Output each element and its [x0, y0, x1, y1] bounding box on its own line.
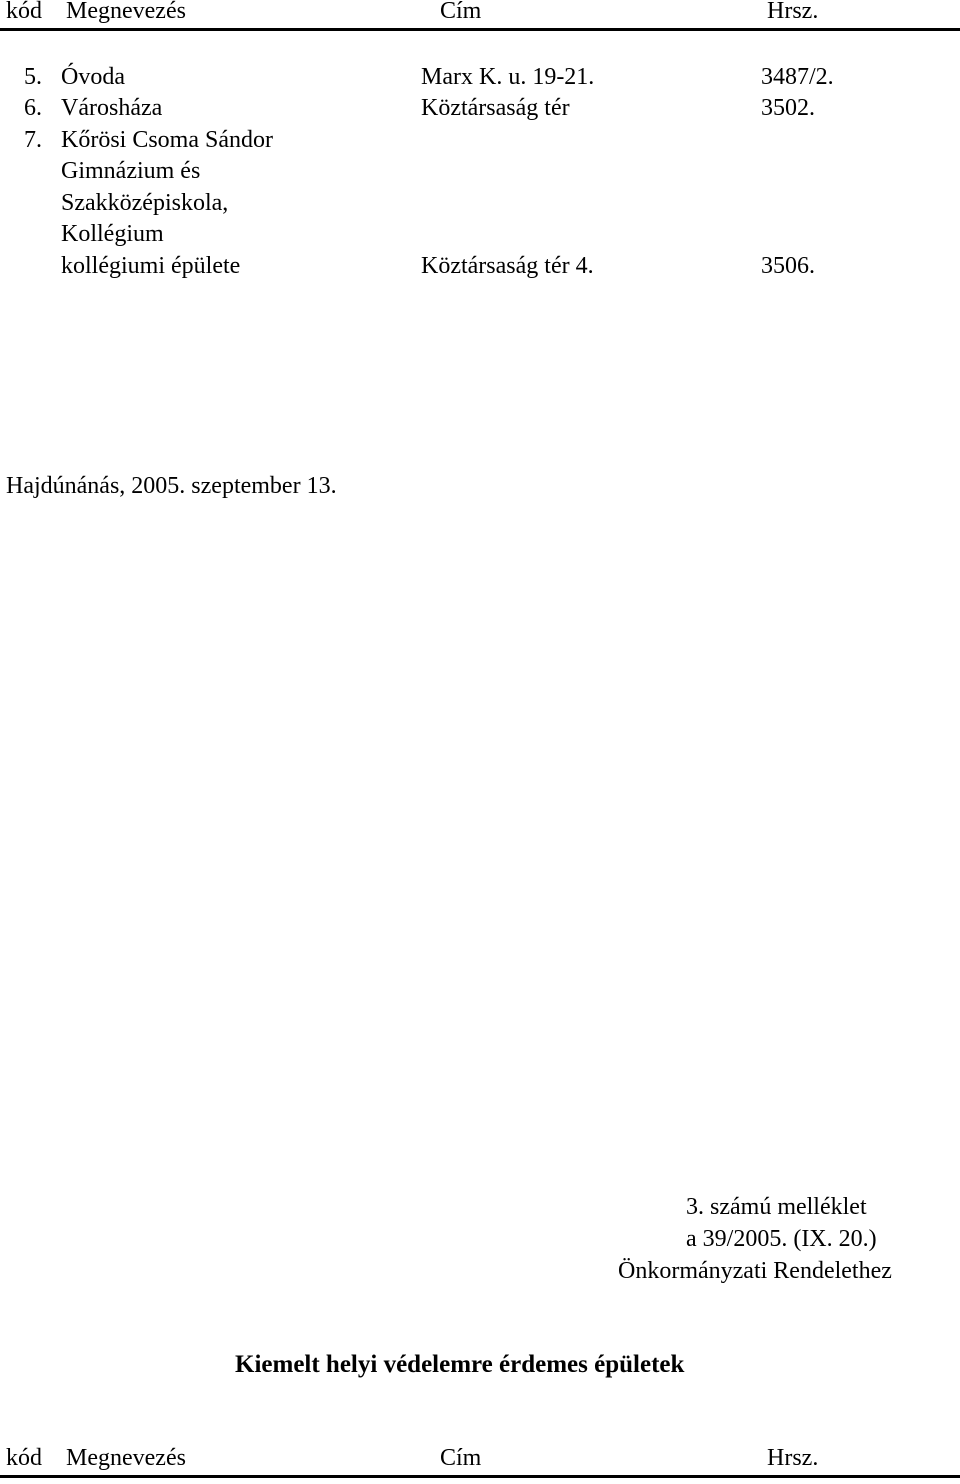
- row-hrsz: 3506.: [761, 253, 815, 279]
- table-header-top: [0, 0, 960, 30]
- row-name-line: Kőrösi Csoma Sándor: [61, 127, 273, 153]
- row-name-line: Kollégium: [61, 221, 164, 247]
- row-name-line: kollégiumi épülete: [61, 253, 241, 279]
- header-hrsz: Hrsz.: [767, 1445, 819, 1471]
- row-name-line: Óvoda: [61, 64, 125, 90]
- table-header-bottom: [0, 1443, 960, 1477]
- row-number: 7.: [24, 127, 42, 153]
- header-megnevezes: Megnevezés: [66, 0, 186, 24]
- section-title: Kiemelt helyi védelemre érdemes épületek: [235, 1351, 685, 1378]
- row-address: Köztársaság tér: [421, 95, 570, 121]
- annex-line-3: Önkormányzati Rendelethez: [618, 1258, 892, 1284]
- row-hrsz: 3502.: [761, 95, 815, 121]
- header-cim: Cím: [440, 0, 482, 24]
- header-rule-top: [0, 28, 960, 31]
- place-date: Hajdúnánás, 2005. szeptember 13.: [6, 473, 337, 499]
- annex-line-1: 3. számú melléklet: [686, 1194, 867, 1220]
- row-number: 5.: [24, 64, 42, 90]
- row-name-line: Gimnázium és: [61, 158, 201, 184]
- header-megnevezes: Megnevezés: [66, 1445, 186, 1471]
- header-rule-bottom: [0, 1475, 960, 1478]
- header-kod: kód: [6, 1445, 42, 1471]
- header-cim: Cím: [440, 1445, 482, 1471]
- annex-line-2: a 39/2005. (IX. 20.): [686, 1226, 877, 1252]
- header-kod: kód: [6, 0, 42, 24]
- row-address: Marx K. u. 19-21.: [421, 64, 595, 90]
- row-name-line: Városháza: [61, 95, 163, 121]
- row-number: 6.: [24, 95, 42, 121]
- row-address: Köztársaság tér 4.: [421, 253, 594, 279]
- row-hrsz: 3487/2.: [761, 64, 834, 90]
- row-name-line: Szakközépiskola,: [61, 190, 229, 216]
- header-hrsz: Hrsz.: [767, 0, 819, 24]
